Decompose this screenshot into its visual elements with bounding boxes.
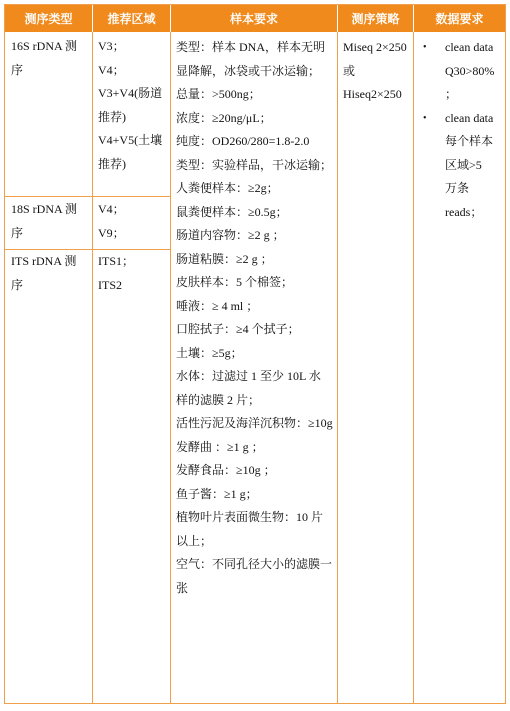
region-line: V4；: [98, 202, 125, 216]
column-divider: [170, 32, 171, 703]
seq-type-18s: [11, 198, 77, 245]
region-line: V4+V5(土壤: [98, 133, 163, 147]
region-line: V3+V4(肠道: [98, 86, 163, 100]
sample-req-line: 植物叶片表面微生物：10 片: [176, 510, 324, 524]
sample-req-line: 鼠粪便样本：≥0.5g；: [176, 204, 288, 219]
sample-req-line: 类型：实验样品，干冰运输；: [176, 157, 333, 172]
sample-req-line: 唾液：≥ 4 ml ；: [176, 298, 259, 313]
region-its: [98, 250, 134, 297]
row-divider: [5, 196, 171, 197]
header-strategy: 测序策略: [338, 5, 414, 32]
data-req-item-q30: [417, 36, 505, 107]
sample-req-line: 肠道内容物：≥2 g ；: [176, 228, 285, 242]
seq-type-line: 序: [11, 225, 24, 240]
seq-type-line: 16S rDNA 测: [11, 39, 78, 53]
sample-requirements: [176, 36, 336, 600]
sample-req-line: 土壤：≥5g；: [176, 345, 243, 360]
seq-type-line: 序: [11, 62, 24, 77]
column-divider: [92, 32, 93, 703]
column-divider: [413, 32, 414, 703]
bullet-icon: •: [423, 112, 427, 124]
sample-req-line: 肠道粘膜：≥2 g ；: [176, 251, 273, 266]
header-data-req: 数据要求: [414, 5, 505, 32]
region-line: ITS1；: [98, 254, 135, 268]
sample-req-line: 浓度：≥20ng/μL；: [176, 110, 272, 125]
region-18s: [98, 198, 125, 245]
data-req-line: 区域>5: [445, 157, 482, 172]
sample-req-line: 鱼子酱：≥1 g；: [176, 486, 258, 501]
data-requirements: [417, 36, 505, 224]
region-line: V9；: [98, 225, 125, 240]
header-seq-type: 测序类型: [5, 5, 93, 32]
data-req-line: clean data: [445, 40, 494, 54]
data-req-line: clean data: [445, 110, 494, 125]
bullet-icon: •: [423, 42, 427, 53]
seq-type-its: [11, 250, 76, 297]
region-line: V3；: [98, 39, 125, 53]
data-req-line: reads；: [445, 204, 483, 219]
seq-type-16s: [11, 35, 77, 82]
sample-req-line: 类型：样本 DNA，样本无明: [176, 40, 325, 54]
sample-req-line: 发酵食品：≥10g ；: [176, 463, 276, 477]
seq-type-line: 18S rDNA 测: [11, 202, 78, 216]
sample-req-line: 空气：不同孔径大小的滤膜一: [176, 557, 333, 571]
sample-req-line: 皮肤样本：5 个棉签；: [176, 275, 294, 289]
data-req-line: Q30>80%: [445, 63, 495, 78]
seq-type-line: 序: [11, 277, 24, 292]
data-req-line: ；: [445, 87, 458, 101]
strategy-line: Hiseq2×250: [343, 87, 402, 101]
sequencing-strategy: [343, 36, 411, 107]
region-line: 推荐): [98, 109, 126, 124]
region-16s: [98, 35, 162, 176]
seq-type-line: ITS rDNA 测: [11, 254, 77, 268]
data-req-line: 万条: [445, 181, 470, 195]
sample-req-line: 人粪便样本：≥2g；: [176, 181, 279, 195]
region-line: V4；: [98, 62, 125, 77]
sample-req-line: 以上；: [176, 533, 213, 548]
sample-req-line: 口腔拭子：≥4 个拭子；: [176, 322, 300, 336]
column-divider: [337, 32, 338, 703]
data-req-item-reads: [417, 107, 505, 225]
header-region: 推荐区域: [93, 5, 171, 32]
sample-req-line: 样的滤膜 2 片；: [176, 392, 261, 407]
strategy-line: 或: [343, 63, 356, 78]
sample-req-line: 发酵曲 ：≥1 g ；: [176, 439, 264, 454]
sequencing-requirements-table: [4, 4, 506, 704]
region-line: ITS2: [98, 277, 122, 292]
sample-req-line: 活性污泥及海洋沉积物：≥10g: [176, 416, 333, 430]
sample-req-line: 显降解，冰袋或干冰运输；: [176, 63, 321, 78]
sample-req-line: 总量：>500ng；: [176, 87, 261, 101]
sample-req-line: 张: [176, 580, 189, 595]
sample-req-line: 纯度：OD260/280=1.8-2.0: [176, 134, 310, 148]
strategy-line: Miseq 2×250: [343, 40, 407, 54]
header-sample-req: 样本要求: [171, 5, 338, 32]
sample-req-line: 水体：过滤过 1 至少 10L 水: [176, 369, 321, 383]
data-req-line: 每个样本: [445, 134, 494, 148]
region-line: 推荐): [98, 156, 126, 171]
